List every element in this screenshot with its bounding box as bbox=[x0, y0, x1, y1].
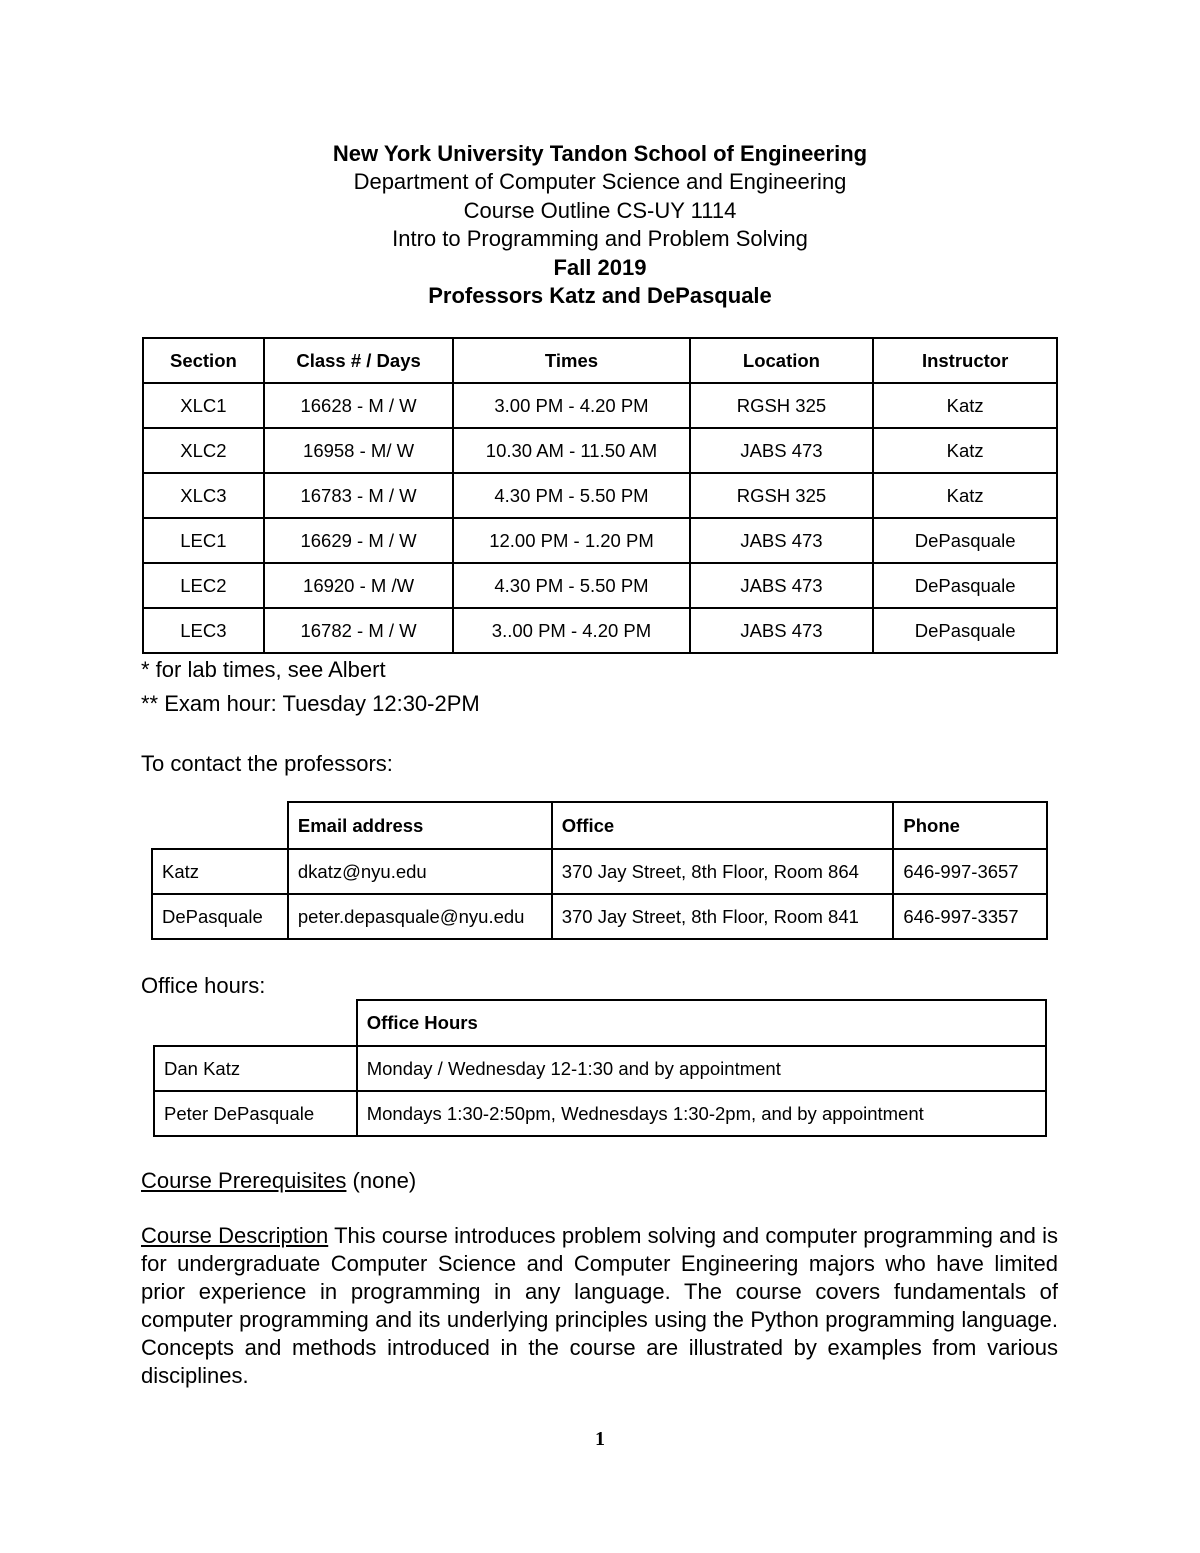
contact-intro: To contact the professors: bbox=[141, 751, 393, 776]
table-row bbox=[143, 473, 1057, 518]
office-hours-header-blank bbox=[154, 1000, 357, 1046]
lab-times-note: * for lab times, see Albert bbox=[141, 657, 386, 682]
contact-table bbox=[151, 801, 1048, 940]
schedule-header-cell: Section bbox=[143, 338, 264, 383]
table-row bbox=[143, 518, 1057, 563]
department-name: Department of Computer Science and Engineering bbox=[353, 169, 847, 195]
table-row bbox=[154, 1046, 1046, 1091]
table-row bbox=[143, 428, 1057, 473]
email-cell: dkatz@nyu.edu bbox=[288, 849, 552, 894]
schedule-table bbox=[142, 337, 1058, 654]
times-cell: 10.30 AM - 11.50 AM bbox=[453, 428, 689, 473]
instructor-cell: Katz bbox=[873, 383, 1057, 428]
document-header bbox=[0, 140, 1200, 310]
office-cell: 370 Jay Street, 8th Floor, Room 841 bbox=[552, 894, 894, 939]
professors: Professors Katz and DePasquale bbox=[428, 283, 772, 309]
schedule-header-cell: Class # / Days bbox=[264, 338, 454, 383]
location-cell: JABS 473 bbox=[690, 518, 874, 563]
term: Fall 2019 bbox=[553, 254, 647, 280]
contact-header-cell: Email address bbox=[288, 802, 552, 849]
course-description-label: Course Description bbox=[141, 1223, 329, 1248]
section-cell: LEC1 bbox=[143, 518, 264, 563]
location-cell: JABS 473 bbox=[690, 428, 874, 473]
times-cell: 4.30 PM - 5.50 PM bbox=[453, 473, 689, 518]
schedule-header-cell: Location bbox=[690, 338, 874, 383]
instructor-cell: Katz bbox=[873, 473, 1057, 518]
schedule-header-row bbox=[143, 338, 1057, 383]
class-days-cell: 16783 - M / W bbox=[264, 473, 454, 518]
course-description-text: This course introduces problem solving and computer programming and is for undergraduate Computer Science and Computer Engineering majors who have limited prior experience in programming in any language. The course covers fundamentals of computer programming and its underlying principles using the Python programming language. Concepts and methods introduced in the course are illustrated by examples from various disciplines. bbox=[141, 1223, 1058, 1388]
section-cell: XLC2 bbox=[143, 428, 264, 473]
exam-hour-note: ** Exam hour: Tuesday 12:30-2PM bbox=[141, 691, 480, 716]
instructor-cell: DePasquale bbox=[873, 518, 1057, 563]
office-hours-header-cell: Office Hours bbox=[357, 1000, 1046, 1046]
times-cell: 3..00 PM - 4.20 PM bbox=[453, 608, 689, 653]
page-number: 1 bbox=[595, 1428, 605, 1450]
professor-name-cell: Katz bbox=[152, 849, 288, 894]
times-cell: 12.00 PM - 1.20 PM bbox=[453, 518, 689, 563]
hours-cell: Monday / Wednesday 12-1:30 and by appointment bbox=[357, 1046, 1046, 1091]
times-cell: 3.00 PM - 4.20 PM bbox=[453, 383, 689, 428]
phone-cell: 646-997-3657 bbox=[893, 849, 1047, 894]
class-days-cell: 16782 - M / W bbox=[264, 608, 454, 653]
location-cell: RGSH 325 bbox=[690, 383, 874, 428]
table-row bbox=[143, 608, 1057, 653]
contact-header-cell: Office bbox=[552, 802, 894, 849]
professor-name-cell: Dan Katz bbox=[154, 1046, 357, 1091]
instructor-cell: DePasquale bbox=[873, 608, 1057, 653]
contact-header-row bbox=[152, 802, 1047, 849]
prerequisites-value: (none) bbox=[346, 1168, 417, 1193]
section-cell: LEC2 bbox=[143, 563, 264, 608]
prerequisites bbox=[141, 1168, 416, 1194]
office-hours-intro: Office hours: bbox=[141, 973, 266, 998]
instructor-cell: Katz bbox=[873, 428, 1057, 473]
class-days-cell: 16629 - M / W bbox=[264, 518, 454, 563]
table-row bbox=[152, 894, 1047, 939]
location-cell: RGSH 325 bbox=[690, 473, 874, 518]
section-cell: LEC3 bbox=[143, 608, 264, 653]
table-row bbox=[154, 1091, 1046, 1136]
prerequisites-label: Course Prerequisites bbox=[141, 1168, 347, 1193]
office-hours-header-row bbox=[154, 1000, 1046, 1046]
class-days-cell: 16958 - M/ W bbox=[264, 428, 454, 473]
course-description bbox=[141, 1222, 1058, 1390]
class-days-cell: 16628 - M / W bbox=[264, 383, 454, 428]
section-cell: XLC1 bbox=[143, 383, 264, 428]
times-cell: 4.30 PM - 5.50 PM bbox=[453, 563, 689, 608]
schedule-header-cell: Times bbox=[453, 338, 689, 383]
office-cell: 370 Jay Street, 8th Floor, Room 864 bbox=[552, 849, 894, 894]
professor-name-cell: DePasquale bbox=[152, 894, 288, 939]
section-cell: XLC3 bbox=[143, 473, 264, 518]
hours-cell: Mondays 1:30-2:50pm, Wednesdays 1:30-2pm, and by appointment bbox=[357, 1091, 1046, 1136]
university-name: New York University Tandon School of Engineering bbox=[332, 141, 868, 166]
table-row bbox=[143, 383, 1057, 428]
contact-header-blank bbox=[152, 802, 288, 849]
location-cell: JABS 473 bbox=[690, 608, 874, 653]
schedule-header-cell: Instructor bbox=[873, 338, 1057, 383]
class-days-cell: 16920 - M /W bbox=[264, 563, 454, 608]
contact-header-cell: Phone bbox=[893, 802, 1047, 849]
phone-cell: 646-997-3357 bbox=[893, 894, 1047, 939]
email-cell: peter.depasquale@nyu.edu bbox=[288, 894, 552, 939]
course-title: Intro to Programming and Problem Solving bbox=[392, 226, 808, 252]
table-row bbox=[143, 563, 1057, 608]
instructor-cell: DePasquale bbox=[873, 563, 1057, 608]
professor-name-cell: Peter DePasquale bbox=[154, 1091, 357, 1136]
table-row bbox=[152, 849, 1047, 894]
course-outline: Course Outline CS-UY 1114 bbox=[463, 197, 737, 223]
office-hours-table bbox=[153, 999, 1047, 1137]
location-cell: JABS 473 bbox=[690, 563, 874, 608]
